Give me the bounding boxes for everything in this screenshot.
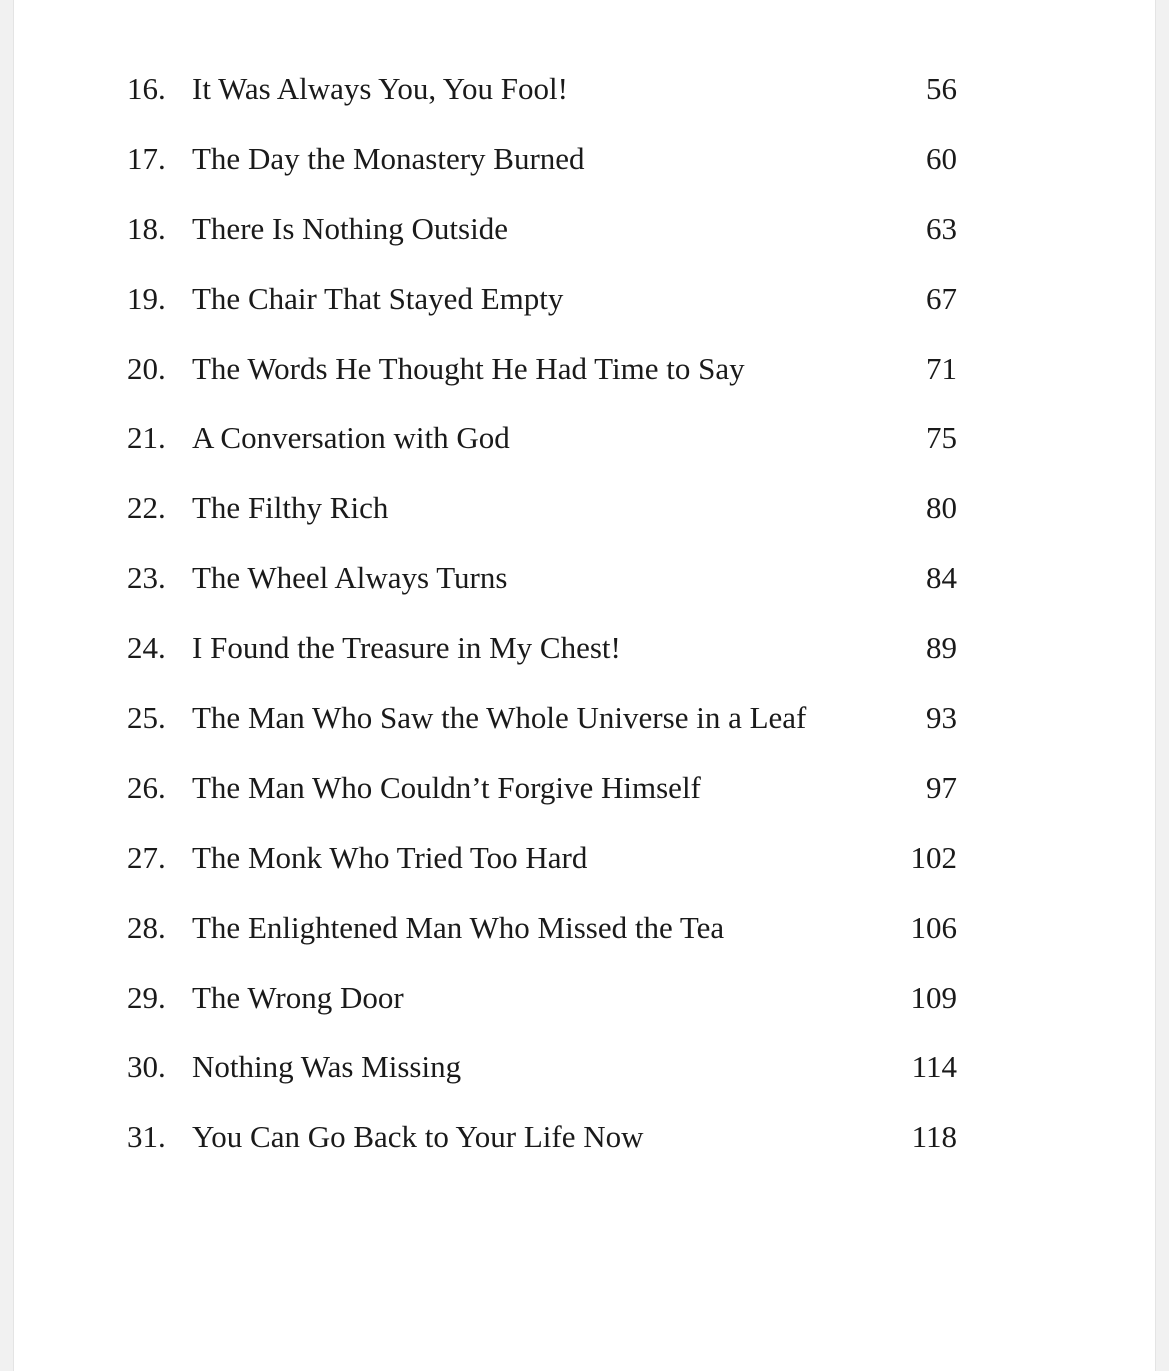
entry-title: It Was Always You, You Fool! [192,71,568,106]
toc-entry [14,403,1155,473]
entry-page-number: 93 [926,700,957,736]
entry-number: 24. [127,630,166,666]
entry-page-number: 67 [926,280,957,316]
toc-entry [14,823,1155,893]
entry-title: The Wrong Door [192,979,404,1015]
entry-page-number: 114 [911,1049,957,1085]
entry-page-number: 84 [926,560,957,596]
toc-entry [14,893,1155,963]
toc-entry [14,264,1155,334]
entry-number: 23. [127,560,166,596]
entry-title: The Wheel Always Turns [192,560,508,596]
toc-entry [14,753,1155,823]
entry-title: Nothing Was Missing [192,1049,462,1085]
toc-entry [14,683,1155,753]
entry-number: 26. [127,769,166,805]
entry-page-number: 118 [911,1119,957,1155]
toc-entry [14,1032,1155,1102]
entry-page-number: 97 [926,769,957,805]
entry-page-number: 63 [926,210,957,246]
toc-entry [14,473,1155,543]
entry-number: 16. [127,71,166,106]
toc-entry [14,334,1155,404]
entry-page-number: 75 [926,420,957,456]
entry-number: 19. [127,280,166,316]
entry-title: The Monk Who Tried Too Hard [192,839,588,875]
toc-entry [14,963,1155,1033]
entry-page-number: 109 [910,979,957,1015]
entry-number: 28. [127,909,166,945]
entry-number: 17. [127,140,166,176]
entry-number: 20. [127,350,166,386]
entry-number: 22. [127,490,166,526]
entry-page-number: 89 [926,630,957,666]
entry-title: You Can Go Back to Your Life Now [192,1119,644,1155]
entry-title: There Is Nothing Outside [192,210,508,246]
entry-page-number: 106 [910,909,957,945]
entry-page-number: 80 [926,490,957,526]
entry-number: 21. [127,420,166,456]
toc-entry [14,124,1155,194]
entry-page-number: 56 [926,71,957,106]
entry-number: 29. [127,979,166,1015]
entry-title: The Day the Monastery Burned [192,140,585,176]
entry-number: 31. [127,1119,166,1155]
entry-page-number: 71 [926,350,957,386]
entry-title: The Enlightened Man Who Missed the Tea [192,909,725,945]
table-of-contents [14,54,1155,1172]
entry-number: 27. [127,839,166,875]
entry-title: The Filthy Rich [192,490,389,526]
toc-entry [14,54,1155,124]
entry-number: 18. [127,210,166,246]
entry-title: The Chair That Stayed Empty [192,280,564,316]
toc-entry [14,1102,1155,1172]
entry-number: 30. [127,1049,166,1085]
entry-title: The Man Who Saw the Whole Universe in a Leaf [192,700,807,736]
toc-entry [14,613,1155,683]
document-page [13,0,1156,1371]
entry-title: The Man Who Couldn’t Forgive Himself [192,769,701,805]
entry-title: The Words He Thought He Had Time to Say [192,350,745,386]
entry-title: I Found the Treasure in My Chest! [192,630,621,666]
entry-title: A Conversation with God [192,420,510,456]
entry-page-number: 102 [910,839,957,875]
toc-entry [14,543,1155,613]
entry-page-number: 60 [926,140,957,176]
toc-entry [14,194,1155,264]
entry-number: 25. [127,700,166,736]
